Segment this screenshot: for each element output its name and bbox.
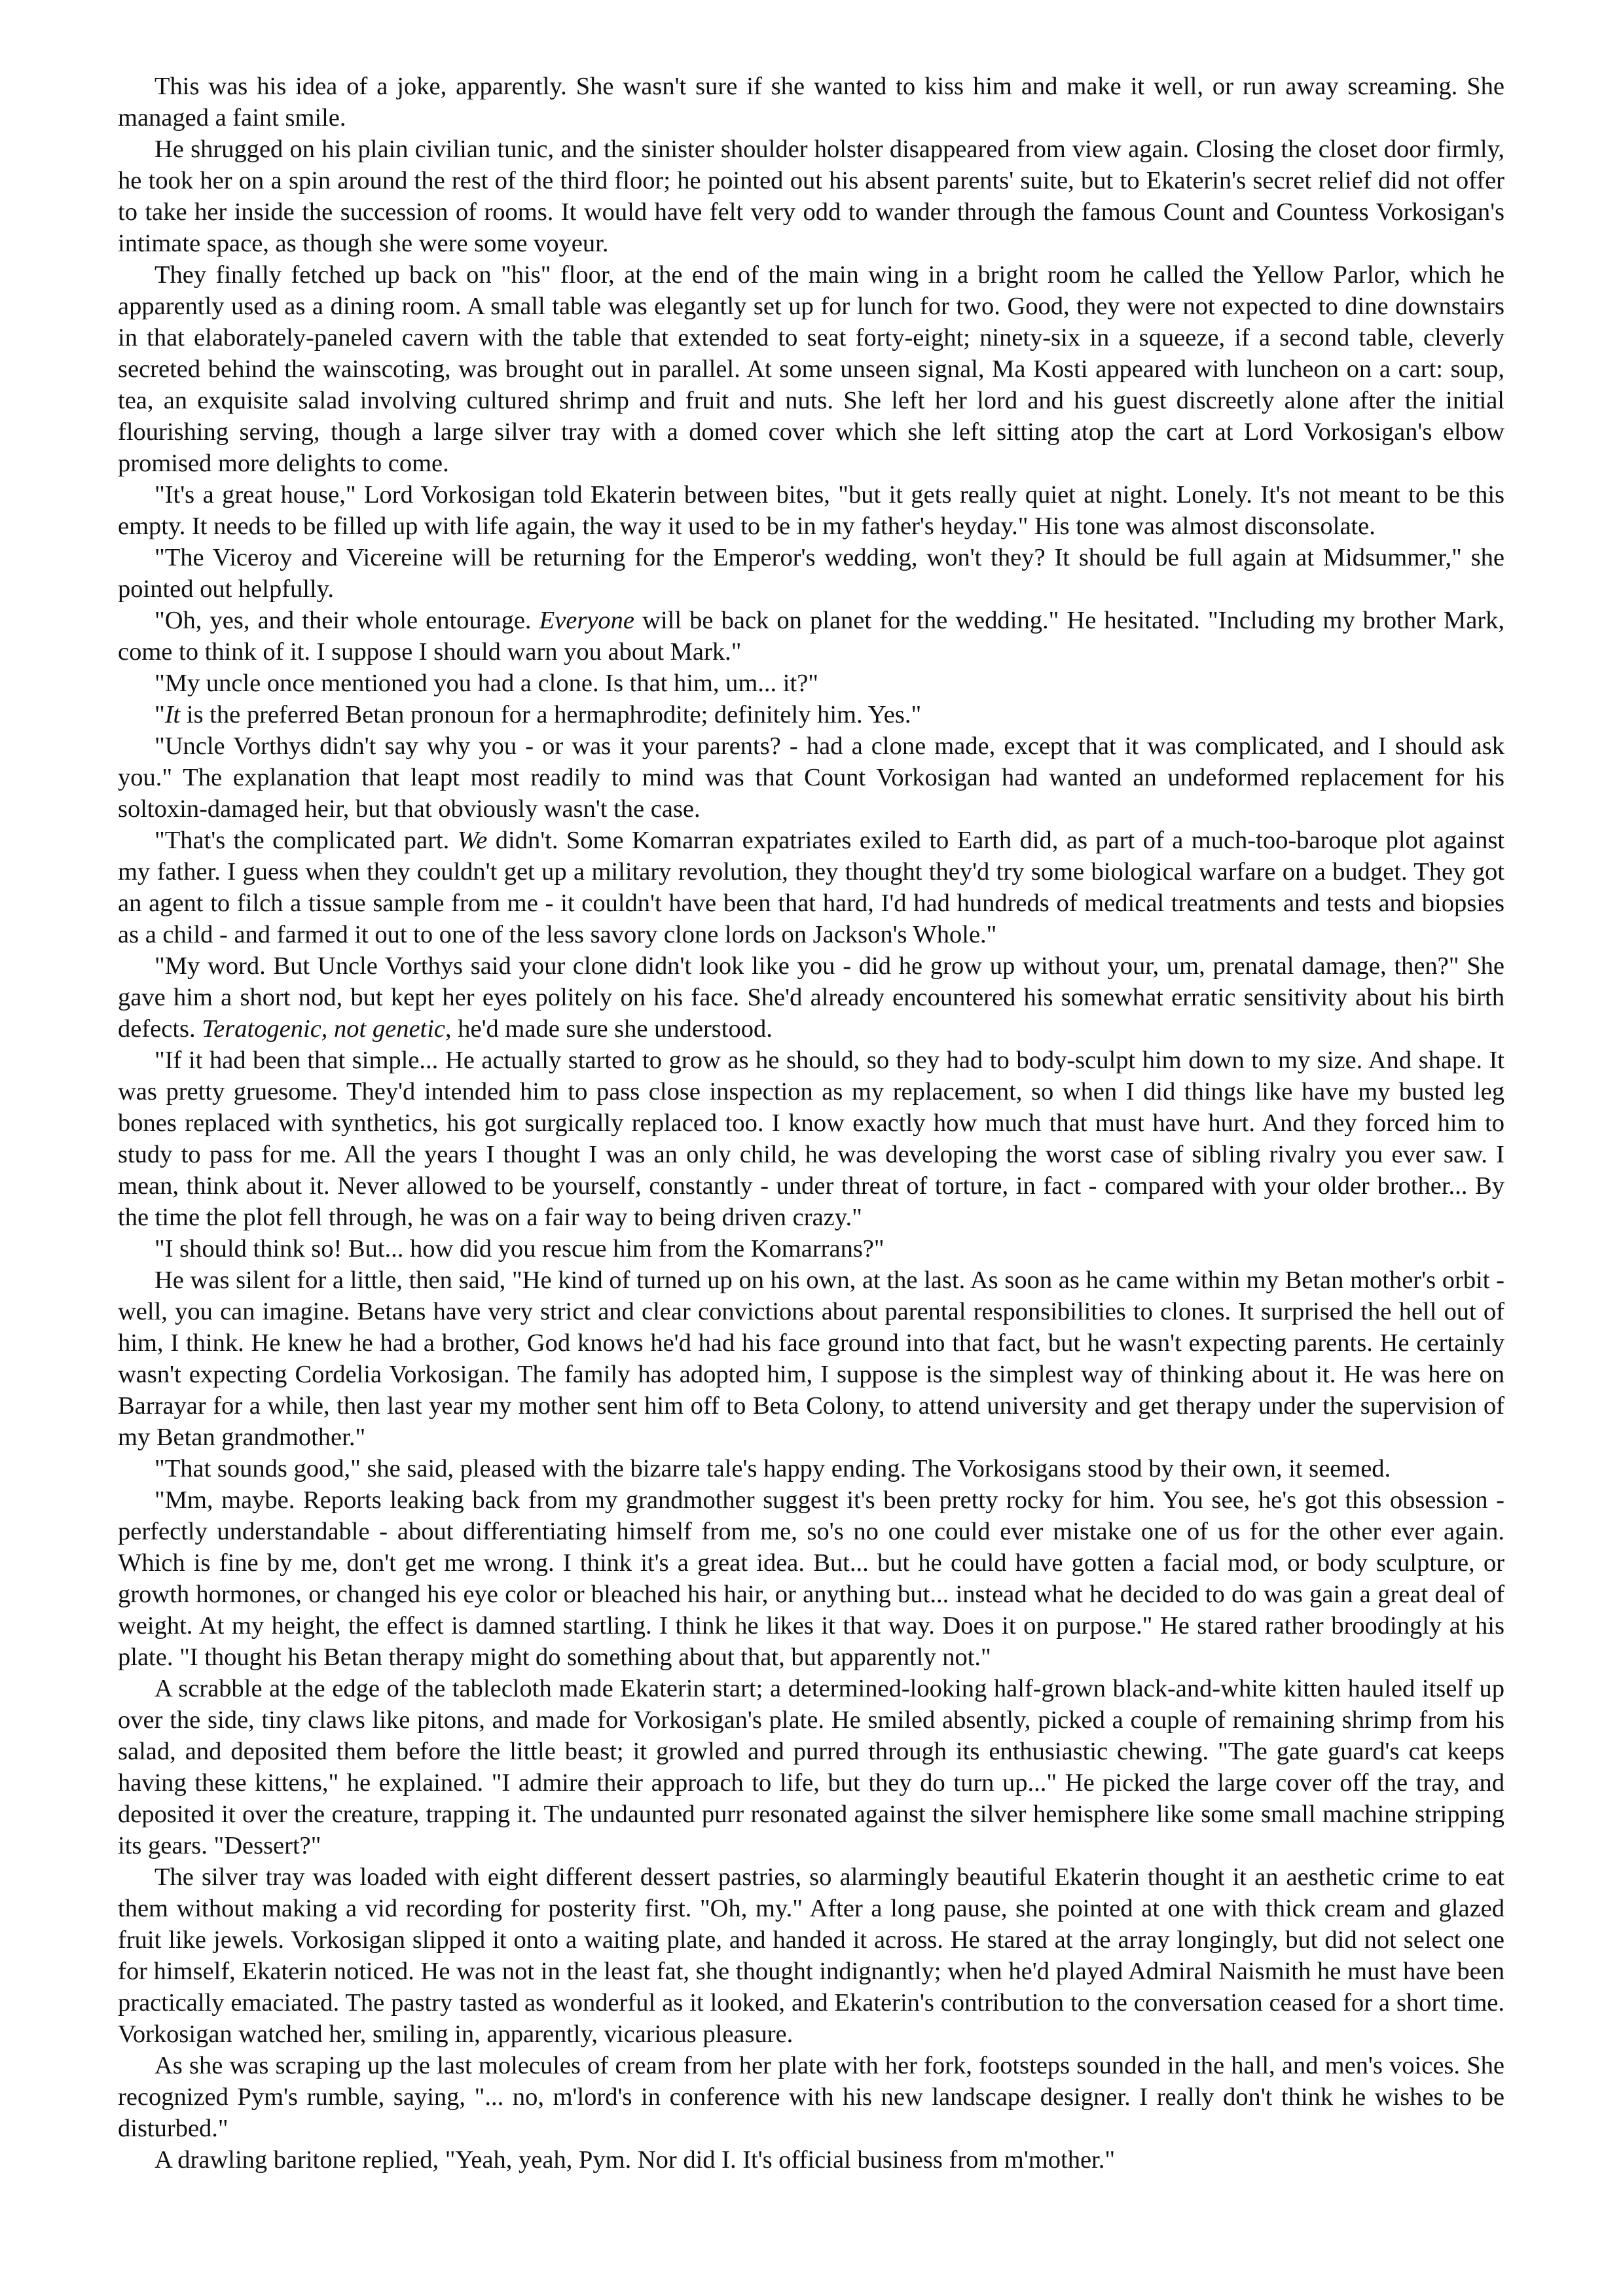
body-paragraph — [118, 668, 1504, 699]
body-paragraph — [118, 259, 1504, 479]
paragraph-text: "I should think so! But... how did you rescue him from the Komarrans?" — [155, 1235, 884, 1263]
paragraph-text: "My uncle once mentioned you had a clone. Is that him, um... it?" — [155, 670, 819, 697]
body-paragraph — [118, 542, 1504, 605]
body-paragraph — [118, 730, 1504, 825]
body-paragraph — [118, 1484, 1504, 1673]
body-paragraph — [118, 1673, 1504, 1861]
body-paragraph — [118, 1045, 1504, 1233]
paragraph-text: "Mm, maybe. Reports leaking back from my grandmother suggest it's been pretty rocky for him. You see, he's got this obsession - perfectly understandable - about differentiating himself from me, so's no one could ever mistake one of us for the other ever again. Which is fine by me, don't get me wrong. I think it's a great idea. But... but he could have gotten a facial mod, or body sculpture, or growth hormones, or changed his eye color or bleached his hair, or anything but... instead what he decided to do was gain a great deal of weight. At my height, the effect is damned startling. I think he likes it that way. Does it on purpose." He stared rather broodingly at his plate. "I thought his Betan therapy might do something about that, but apparently not." — [118, 1486, 1504, 1671]
body-paragraph — [118, 1233, 1504, 1265]
paragraph-text: didn't. Some Komarran expatriates exiled to Earth did, as part of a much-too-baroque plot against my father. I guess when they couldn't get up a military revolution, they thought they'd try some biological warfare on a budget. They got an agent to filch a tissue sample from me - it couldn't have been that hard, I'd had hundreds of medical treatments and tests and biopsies as a child - and farmed it out to one of the less savory clone lords on Jackson's Whole." — [118, 827, 1505, 948]
italic-text: Everyone — [539, 607, 635, 634]
body-paragraph — [118, 134, 1504, 259]
body-paragraph — [118, 71, 1504, 134]
italic-text: Teratogenic, not genetic — [202, 1015, 446, 1043]
paragraph-text: is the preferred Betan pronoun for a hermaphrodite; definitely him. Yes." — [180, 701, 922, 728]
body-paragraph — [118, 950, 1504, 1045]
body-paragraph — [118, 699, 1504, 730]
paragraph-text: "That sounds good," she said, pleased with the bizarre tale's happy ending. The Vorkosigans stood by their own, it seemed. — [155, 1455, 1391, 1482]
paragraph-text: "My word. But Uncle Vorthys said your clone didn't look like you - did he grow up without your, um, prenatal damage, then?" She gave him a short nod, but kept her eyes politely on his face. She'd already encountered his somewhat erratic sensitivity about his birth defects. — [118, 952, 1504, 1043]
book-page — [118, 71, 1504, 2176]
paragraph-text: The silver tray was loaded with eight different dessert pastries, so alarmingly beautiful Ekaterin thought it an aesthetic crime to eat them without making a vid recording for posterity first. "Oh, my." After a long pause, she pointed at one with thick cream and glazed fruit like jewels. Vorkosigan slipped it onto a waiting plate, and handed it across. He stared at the array longingly, but did not select one for himself, Ekaterin noticed. He was not in the least fat, she thought indignantly; when he'd played Admiral Naismith he must have been practically emaciated. The pastry tasted as wonderful as it looked, and Ekaterin's contribution to the conversation ceased for a short time. Vorkosigan watched her, smiling in, apparently, vicarious pleasure. — [118, 1863, 1504, 2048]
paragraph-text: They finally fetched up back on "his" floor, at the end of the main wing in a bright room he called the Yellow Parlor, which he apparently used as a dining room. A small table was elegantly set up for lunch for two. Good, they were not expected to dine downstairs in that elaborately-paneled cavern with the table that extended to seat forty-eight; ninety-six in a squeeze, if a second table, cleverly secreted behind the wainscoting, was brought out in parallel. At some unseen signal, Ma Kosti appeared with luncheon on a cart: soup, tea, an exquisite salad involving cultured shrimp and fruit and nuts. She left her lord and his guest discreetly alone after the initial flourishing serving, though a large silver tray with a domed cover which she left sitting atop the cart at Lord Vorkosigan's elbow promised more delights to come. — [118, 261, 1504, 477]
paragraph-text: This was his idea of a joke, apparently. She wasn't sure if she wanted to kiss him and make it well, or run away screaming. She managed a faint smile. — [118, 73, 1504, 132]
body-paragraph — [118, 605, 1504, 668]
body-paragraph — [118, 825, 1504, 950]
paragraph-text: will be back on planet for the wedding." He hesitated. "Including my brother Mark, come to think of it. I suppose I should warn you about Mark." — [118, 607, 1504, 666]
paragraph-text: A scrabble at the edge of the tablecloth made Ekaterin start; a determined-looking half-grown black-and-white kitten hauled itself up over the side, tiny claws like pitons, and made for Vorkosigan's plate. He smiled absently, picked a couple of remaining shrimp from his salad, and deposited them before the little beast; it growled and purred through its enthusiastic chewing. "The gate guard's cat keeps having these kittens," he explained. "I admire their approach to life, but they do turn up..." He picked the large cover off the tray, and deposited it over the creature, trapping it. The undaunted purr resonated against the silver hemisphere like some small machine stripping its gears. "Dessert?" — [118, 1675, 1504, 1859]
italic-text: We — [457, 827, 488, 854]
paragraph-text: " — [155, 701, 165, 728]
paragraph-text: "It's a great house," Lord Vorkosigan told Ekaterin between bites, "but it gets really quiet at night. Lonely. It's not meant to be this empty. It needs to be filled up with life again, the way it used to be in my father's heyday." His tone was almost disconsolate. — [118, 481, 1504, 540]
paragraph-text: "That's the complicated part. — [155, 827, 458, 854]
body-paragraph — [118, 2050, 1504, 2144]
paragraph-text: He was silent for a little, then said, "He kind of turned up on his own, at the last. As soon as he came within my Betan mother's orbit - well, you can imagine. Betans have very strict and clear convictions about parental responsibilities to clones. It surprised the hell out of him, I think. He knew he had a brother, God knows he'd had his face ground into that fact, but he wasn't expecting parents. He certainly wasn't expecting Cordelia Vorkosigan. The family has adopted him, I suppose is the simplest way of thinking about it. He was here on Barrayar for a while, then last year my mother sent him off to Beta Colony, to attend university and get therapy under the supervision of my Betan grandmother." — [118, 1266, 1504, 1451]
paragraph-text: "Uncle Vorthys didn't say why you - or was it your parents? - had a clone made, except that it was complicated, and I should ask you." The explanation that leapt most readily to mind was that Count Vorkosigan had wanted an undeformed replacement for his soltoxin-damaged heir, but that obviously wasn't the case. — [118, 732, 1504, 823]
paragraph-text: "Oh, yes, and their whole entourage. — [155, 607, 539, 634]
paragraph-text: A drawling baritone replied, "Yeah, yeah, Pym. Nor did I. It's official business from m'mother." — [155, 2146, 1116, 2174]
body-paragraph — [118, 1265, 1504, 1453]
body-paragraph — [118, 1453, 1504, 1484]
paragraph-text: , he'd made sure she understood. — [445, 1015, 773, 1043]
body-paragraph — [118, 2144, 1504, 2176]
body-paragraph — [118, 1861, 1504, 2050]
body-paragraph — [118, 479, 1504, 542]
paragraph-text: He shrugged on his plain civilian tunic, and the sinister shoulder holster disappeared from view again. Closing the closet door firmly, he took her on a spin around the rest of the third floor; he pointed out his absent parents' suite, but to Ekaterin's secret relief did not offer to take her inside the succession of rooms. It would have felt very odd to wander through the famous Count and Countess Vorkosigan's intimate space, as though she were some voyeur. — [118, 135, 1504, 257]
paragraph-text: As she was scraping up the last molecules of cream from her plate with her fork, footsteps sounded in the hall, and men's voices. She recognized Pym's rumble, saying, "... no, m'lord's in conference with his new landscape designer. I really don't think he wishes to be disturbed." — [118, 2052, 1504, 2142]
italic-text: It — [164, 701, 181, 728]
paragraph-text: "The Viceroy and Vicereine will be returning for the Emperor's wedding, won't they? It should be full again at Midsummer," she pointed out helpfully. — [118, 544, 1504, 603]
paragraph-text: "If it had been that simple... He actually started to grow as he should, so they had to body-sculpt him down to my size. And shape. It was pretty gruesome. They'd intended him to pass close inspection as my replacement, so when I did things like have my busted leg bones replaced with synthetics, his got surgically replaced too. I know exactly how much that must have hurt. And they forced him to study to pass for me. All the years I thought I was an only child, he was developing the worst case of sibling rivalry you ever saw. I mean, think about it. Never allowed to be yourself, constantly - under threat of torture, in fact - compared with your older brother... By the time the plot fell through, he was on a fair way to being driven crazy." — [118, 1047, 1504, 1231]
